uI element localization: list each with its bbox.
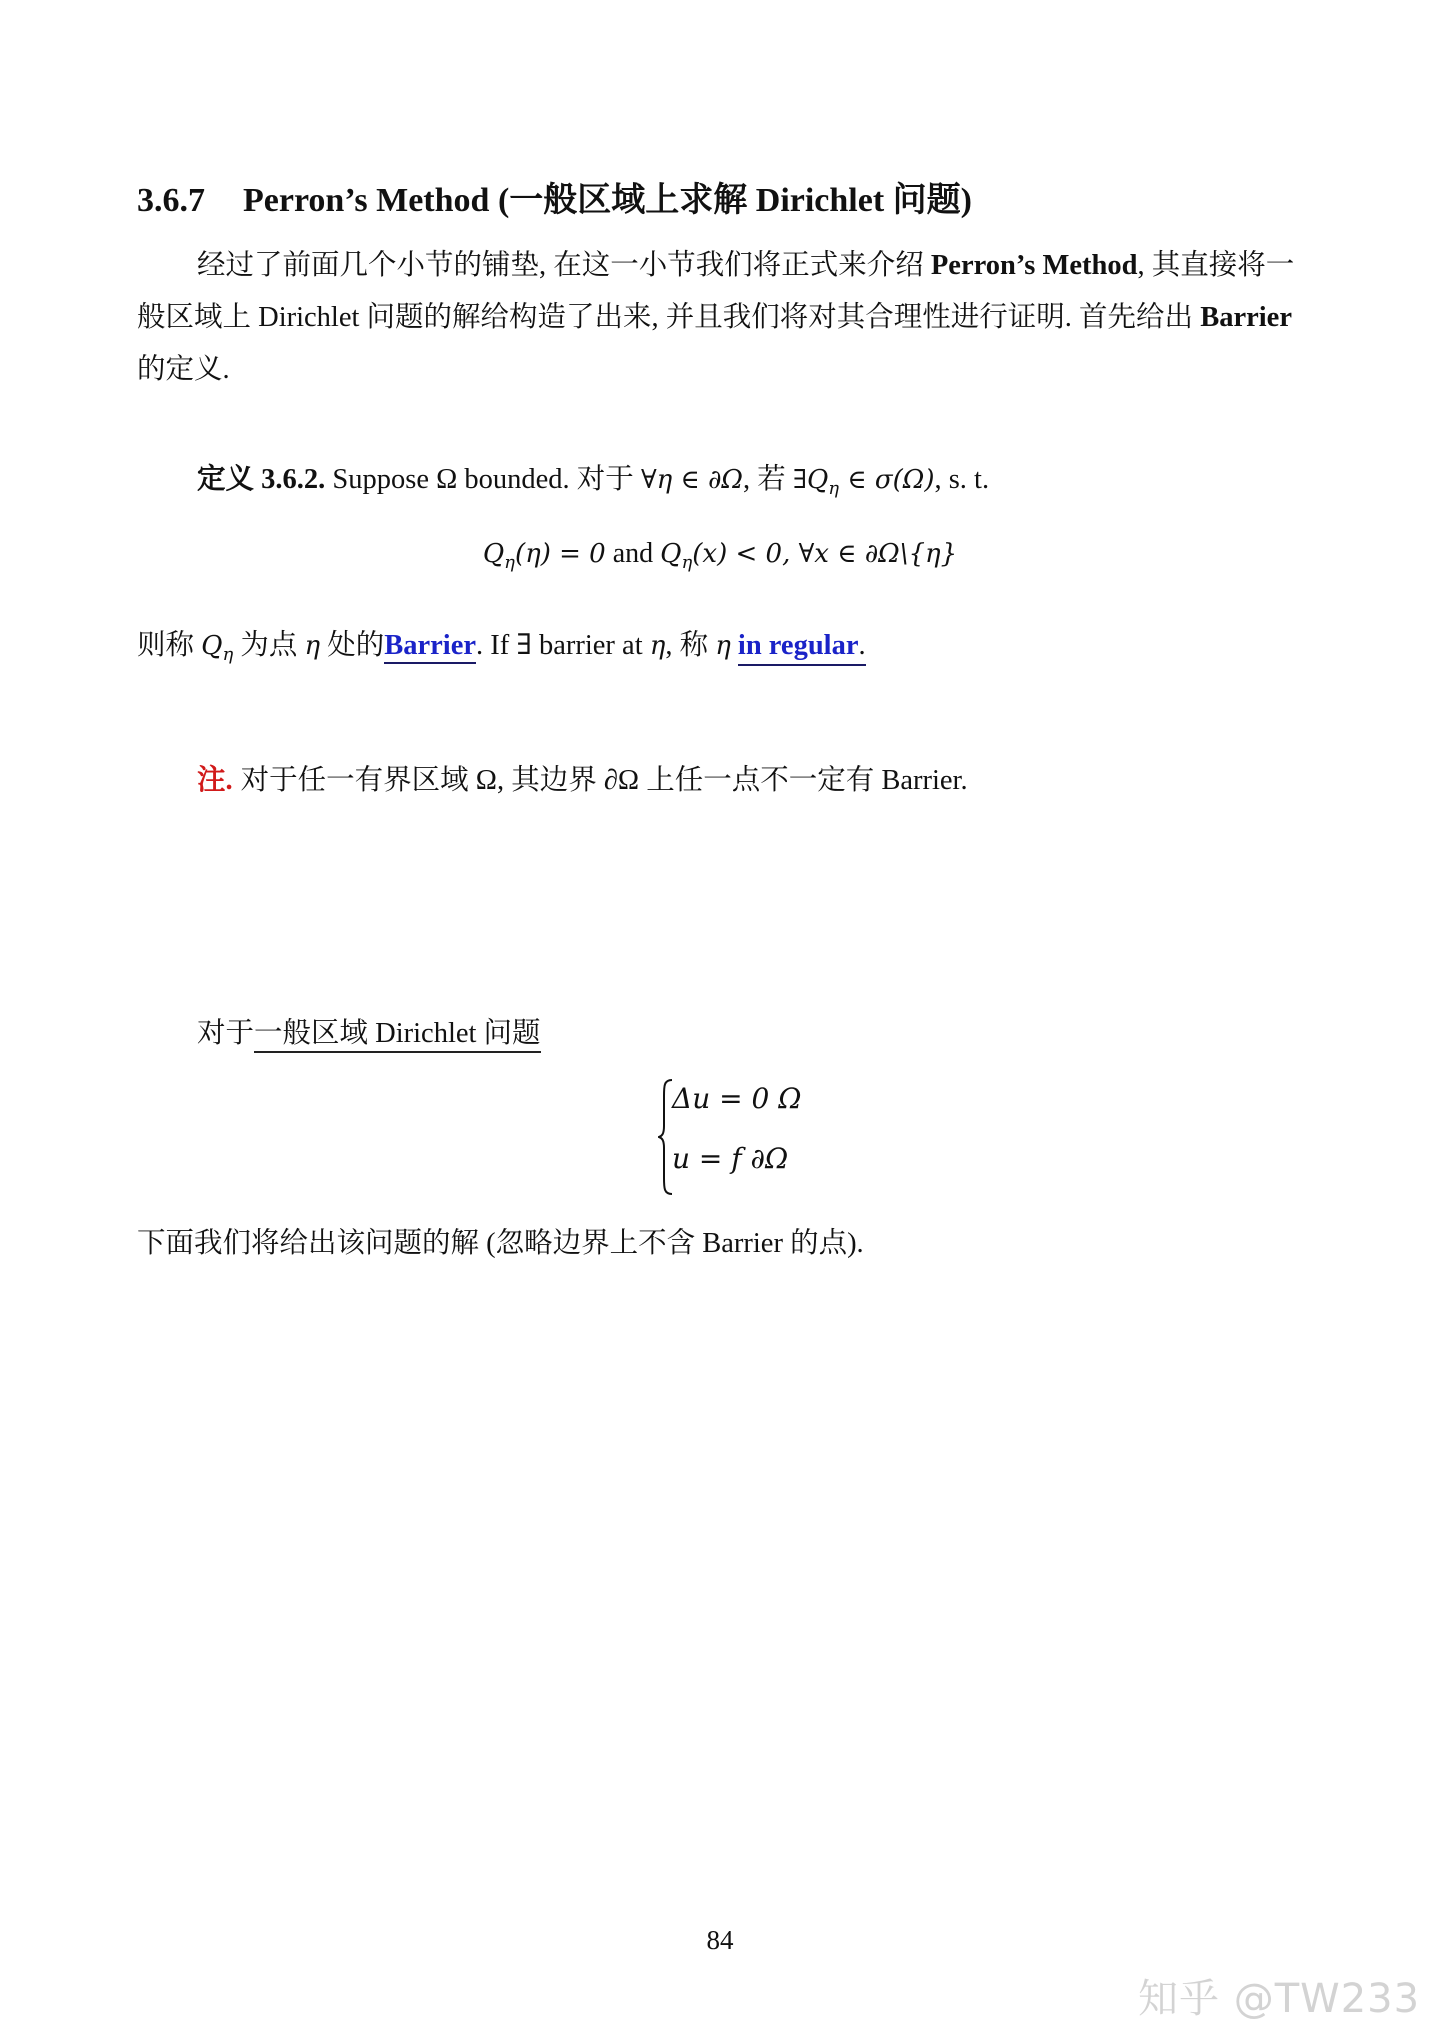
solution-line: 下面我们将给出该问题的解 (忽略边界上不含 Barrier 的点).: [137, 1228, 864, 1259]
definition-label: 定义 3.6.2.: [197, 464, 326, 495]
note-line: [197, 757, 968, 798]
dirichlet-system: [658, 1078, 802, 1196]
math-exists-q: $\exists Q_\eta$ ∈ σ(Ω): [792, 465, 935, 499]
definition-line: 定义 3.6.2. Suppose Ω bounded. 对于 ∀η ∈ ∂Ω, 若 $\exists Q_\eta$ ∈ σ(Ω), s. t.: [197, 464, 990, 499]
note-text: 对于任一有界区域 Ω, 其边界 ∂Ω 上任一点不一定有 Barrier.: [240, 765, 968, 796]
watermark: 知乎 @TW233: [1138, 1976, 1421, 2022]
definition-display-equation: $Q_\eta(\eta) = 0$ and $Q_\eta(x) < 0$, ∀x ∈ ∂Ω\{η}: [482, 538, 958, 573]
note-label: 注.: [197, 765, 233, 796]
dirichlet-intro-line: 对于一般区域 Dirichlet 问题: [197, 1010, 541, 1051]
barrier-term: Barrier: [1200, 302, 1292, 333]
barrier-link[interactable]: Barrier: [384, 630, 476, 664]
barrier-definition-line: 则称 $Q_\eta$ 为点 η 处的Barrier. If ∃ barrier at η, 称 η in regular.: [137, 630, 866, 665]
section-number: 3.6.7: [137, 182, 205, 219]
intro-paragraph: 经过了前面几个小节的铺垫, 在这一小节我们将正式来介绍 Perron’s Method, 其直接将一般区域上 Dirichlet 问题的解给构造了出来, 并且我们将对其合理性进行证明. 首先给出 Barrier 的定义.: [137, 250, 1295, 385]
regular-link[interactable]: in regular.: [738, 630, 866, 666]
dirichlet-underlined-term: 一般区域 Dirichlet 问题: [254, 1018, 541, 1053]
math-forall-eta: ∀η ∈ ∂Ω: [640, 465, 743, 495]
equation-laplace: Δu = 0 Ω: [672, 1082, 802, 1115]
section-title: Perron’s Method (一般区域上求解 Dirichlet 问题): [243, 182, 972, 219]
equation-boundary: u = f ∂Ω: [672, 1142, 789, 1175]
perron-method-term: Perron’s Method: [930, 250, 1138, 281]
section-heading: [137, 172, 972, 221]
page-number: 84: [706, 1925, 734, 1955]
